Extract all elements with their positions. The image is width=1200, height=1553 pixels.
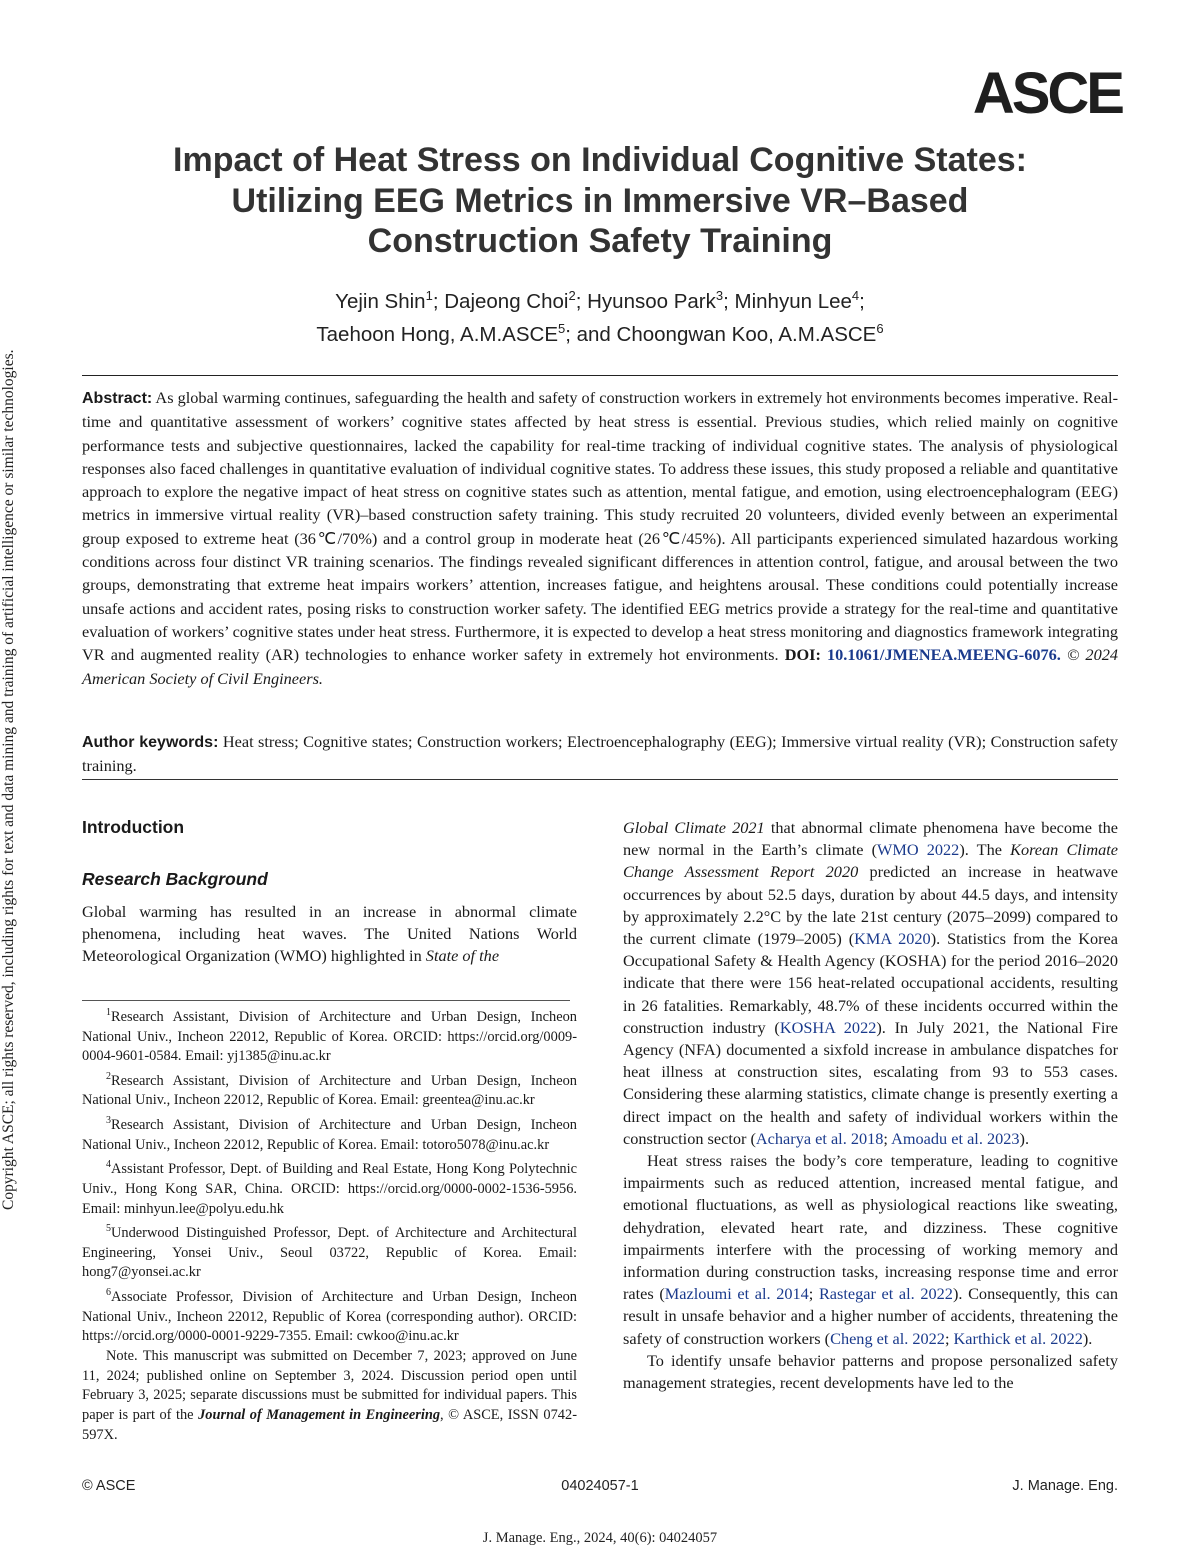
ref-link-karthick[interactable]: Karthick et al. 2022 [953,1328,1083,1348]
italic-report-title: Korean Climate Change Assessment Report 2020 [623,840,1118,882]
author-name: Yejin Shin [335,289,426,313]
italic-report-title: Global Climate 2021 [623,818,765,837]
footnote [82,1283,577,1347]
author-affiliation-sup: 2 [568,288,576,303]
body-text: ). [1019,1128,1030,1148]
ref-separator: ; [944,1328,954,1348]
footnotes [82,1003,577,1446]
manuscript-note [82,1347,577,1446]
body-text: ). [1082,1328,1093,1348]
title-line-1: Impact of Heat Stress on Individual Cognitive States: [173,141,1027,179]
intro-paragraph-right-1 [623,817,1118,1150]
citation-line: J. Manage. Eng., 2024, 40(6): 04024057 [482,1530,718,1546]
author-line-1 [100,282,1100,315]
intro-paragraph-right-2 [623,1150,1118,1350]
footnote-text: Underwood Distinguished Professor, Dept. of Architecture and Architectural Engineering, Yonsei Univ., Seoul 03722, Republic of Korea. Email: hong7@yonsei.ac.kr [82,1225,577,1281]
body-text: ). Consequently, this can result in unsafe behavior and a higher number of accidents, threatening the safety of construction workers ( [623,1284,1119,1348]
body-text: ). In July 2021, the National Fire Agency (NFA) documented a sixfold increase in ambulance dispatches for heat illness at construction sites, escalating from 93 to 553 cases. Considering these alarming statistics, climate change is presently exerting a direct impact on the health and safety of individual workers within the construction sector ( [623,1017,1118,1148]
footnote-text: Research Assistant, Division of Architecture and Urban Design, Incheon National Univ., Incheon 22012, Republic of Korea. Email: totoro5078@inu.ac.kr [82,1116,577,1153]
note-tail: , © ASCE, ISSN 0742-597X. [82,1407,577,1443]
author-keywords [82,730,1118,778]
footnote-rule [82,1000,570,1001]
ref-link-kma[interactable]: KMA 2020 [854,929,931,949]
footer-page-id: 04024057-1 [561,1478,639,1494]
title-line-2: Utilizing EEG Metrics in Immersive VR–Based [231,181,969,220]
author-affiliation-sup: 5 [558,320,566,336]
author-name: Dajeong Choi [444,289,569,313]
asce-logo [962,61,1122,126]
ref-link-kosha[interactable]: KOSHA 2022 [779,1017,877,1037]
ref-link-mazloumi[interactable]: Mazloumi et al. 2014 [664,1284,809,1304]
footnote-text: Associate Professor, Division of Architecture and Urban Design, Incheon National Univ., Incheon 22012, Republic of Korea (corresponding author). ORCID: https://orcid.org/0000-0001-9229-7355. Email: cwkoo@inu.ac.kr [82,1288,577,1345]
footnote [82,1067,577,1111]
intro-italic-text: State of the [425,946,500,966]
footnote [82,1111,577,1155]
author-separator: ; [723,289,735,313]
footnote-sup: 1 [106,1007,111,1018]
watermark-line-2: Copyright ASCE; all rights reserved, including rights for text and data mining and training of artificial intelligence or similar technologies. [0,349,17,1210]
body-text: that abnormal climate phenomena have become the new normal in the Earth’s climate ( [623,818,1118,860]
author-line-2 [100,315,1100,348]
ref-link-wmo[interactable]: WMO 2022 [877,840,960,860]
footnote [82,1219,577,1283]
title-line-3: Construction Safety Training [367,222,833,260]
author-name: Choongwan Koo, A.M.ASCE [616,322,877,346]
keywords-text: Heat stress; Cognitive states; Construction workers; Electroencephalography (EEG); Immersive virtual reality (VR); Construction safety training. [82,732,1119,776]
body-text: ). Statistics from the Korea Occupational Safety & Health Agency (KOSHA) for the period 2016–2020 indicate that there were 156 heat-related occupational accidents, resulting in 26 fatalities. Remarkably, 48.7% of these incidents occurred within the construction industry ( [623,929,1118,1037]
doi-label: DOI: [784,645,821,665]
author-separator: ; and [565,322,617,346]
author-affiliation-sup: 1 [425,288,433,303]
intro-text: Global warming has resulted in an increase in abnormal climate phenomena, including heat waves. The United Nations World Meteorological Organization (WMO) highlighted in [82,902,577,966]
ref-separator: ; [808,1284,819,1304]
footnote-text: Assistant Professor, Dept. of Building and Real Estate, Hong Kong Polytechnic Univ., Hong Kong SAR, China. ORCID: https://orcid.org/0000-0002-1536-5956. Email: minhyun.lee@polyu.edu.hk [82,1161,577,1217]
author-name: Minhyun Lee [734,289,852,313]
author-name: Taehoon Hong, A.M.ASCE [316,322,558,346]
footer-journal: J. Manage. Eng. [1012,1478,1118,1494]
author-affiliation-sup: 3 [715,288,724,303]
author-separator: ; [859,289,865,313]
author-name: Hyunsoo Park [587,289,716,313]
keywords-bottom-rule [82,779,1118,780]
section-heading-introduction: Introduction [82,817,185,837]
body-text: predicted an increase in heatwave occurrences by about 52.5 days, duration by about 44.5 days, and intensity by approximately 2.2°C by the late 21st century (2075–2099) compared to the current climate (1979–2005) ( [623,862,1119,949]
footnote-sup: 4 [106,1159,111,1171]
footnote-text: Research Assistant, Division of Architecture and Urban Design, Incheon National Univ., Incheon 22012, Republic of Korea. Email: greentea@inu.ac.kr [82,1072,577,1109]
paper-title [100,140,1100,262]
body-text: Heat stress raises the body’s core temperature, leading to cognitive impairments such as reduced attention, increased mental fatigue, and emotional fluctuations, as well as physiological reactions like sweating, dehydration, elevated heart rate, and dizziness. These cognitive impairments interfere with the processing of working memory and information during construction tasks, increasing response time and error rates ( [623,1151,1118,1304]
abstract [82,386,1118,690]
doi-link[interactable]: 10.1061/JMENEA.MEENG-6076. [827,645,1061,665]
footnote [82,1155,577,1219]
author-affiliation-sup: 6 [876,320,884,336]
ref-link-rastegar[interactable]: Rastegar et al. 2022 [818,1284,953,1304]
footnote-sup: 3 [106,1115,111,1127]
ref-separator: ; [883,1128,892,1148]
abstract-top-rule [82,375,1118,376]
body-text: ). The [959,840,1011,860]
footer-copyright: © ASCE [82,1478,136,1494]
footnote-sup: 6 [106,1287,111,1299]
keywords-label: Author keywords: [82,734,219,751]
abstract-text: As global warming continues, safeguarding the health and safety of construction workers in extremely hot environments becomes imperative. Real-time and quantitative assessment of workers’ cognitive states affected by heat stress is essential. Previous studies, which relied mainly on cognitive performance tests and subjective questionnaires, lacked the capability for real-time tracking of individual cognitive states. The analysis of physiological responses also faced challenges in quantitative evaluation of individual cognitive states. To address these issues, this study proposed a reliable and quantitative approach to explore the negative impact of heat stress on cognitive states such as attention, mental fatigue, and emotion, using electroencephalogram (EEG) metrics in immersive virtual reality (VR)–based construction safety training. This study recruited 20 volunteers, divided evenly between an experimental group exposed to extreme heat (36℃/70%) and a control group in moderate heat (26℃/45%). All participants experienced simulated hazardous working conditions across four distinct VR training scenarios. The findings revealed significant differences in attention control, fatigue, and arousal between the two groups, demonstrating that extreme heat impairs workers’ attention, increases fatigue, and heightens arousal. These conditions could potentially increase unsafe actions and accident rates, posing risks to construction worker safety. The identified EEG metrics provide a strategy for the real-time and quantitative evaluation of workers’ cognitive states under heat stress. Furthermore, it is expected to develop a heat stress monitoring and diagnostics framework integrating VR and augmented reality (AR) technologies to enhance worker safety in extremely hot environments. [82,388,1118,665]
right-column [623,817,1118,1394]
footnote-sup: 5 [106,1223,111,1235]
ref-link-cheng[interactable]: Cheng et al. 2022 [830,1328,945,1348]
author-separator: ; [432,289,445,313]
ref-link-amoadu[interactable]: Amoadu et al. 2023 [891,1128,1020,1148]
abstract-label: Abstract: [82,390,153,407]
asce-logo-text: ASCE [972,61,1122,126]
download-watermark [0,220,80,1220]
abstract-copyright: © 2024 American Society of Civil Engineers. [82,645,1118,688]
footnote-sup: 2 [106,1070,111,1082]
note-text: Note. This manuscript was submitted on December 7, 2023; approved on June 11, 2024; published online on September 3, 2024. Discussion period open until February 3, 2025; separate discussions must be submitted for individual papers. This paper is part of the [82,1348,577,1424]
author-affiliation-sup: 4 [851,288,860,303]
ref-link-acharya[interactable]: Acharya et al. 2018 [755,1128,884,1148]
intro-paragraph-right-3: To identify unsafe behavior patterns and propose personalized safety management strategies, recent developments have led to the [623,1350,1118,1393]
footnote-text: Research Assistant, Division of Architecture and Urban Design, Incheon National Univ., Incheon 22012, Republic of Korea. ORCID: https://orcid.org/0009-0004-9601-0584. Email: yj1385@inu.ac.kr [82,1008,577,1065]
footnote [82,1003,577,1067]
author-list [100,282,1100,348]
subsection-heading-research-background: Research Background [82,869,268,889]
journal-name: Journal of Management in Engineering [198,1407,441,1424]
intro-paragraph-left [82,901,577,968]
author-separator: ; [575,289,588,313]
